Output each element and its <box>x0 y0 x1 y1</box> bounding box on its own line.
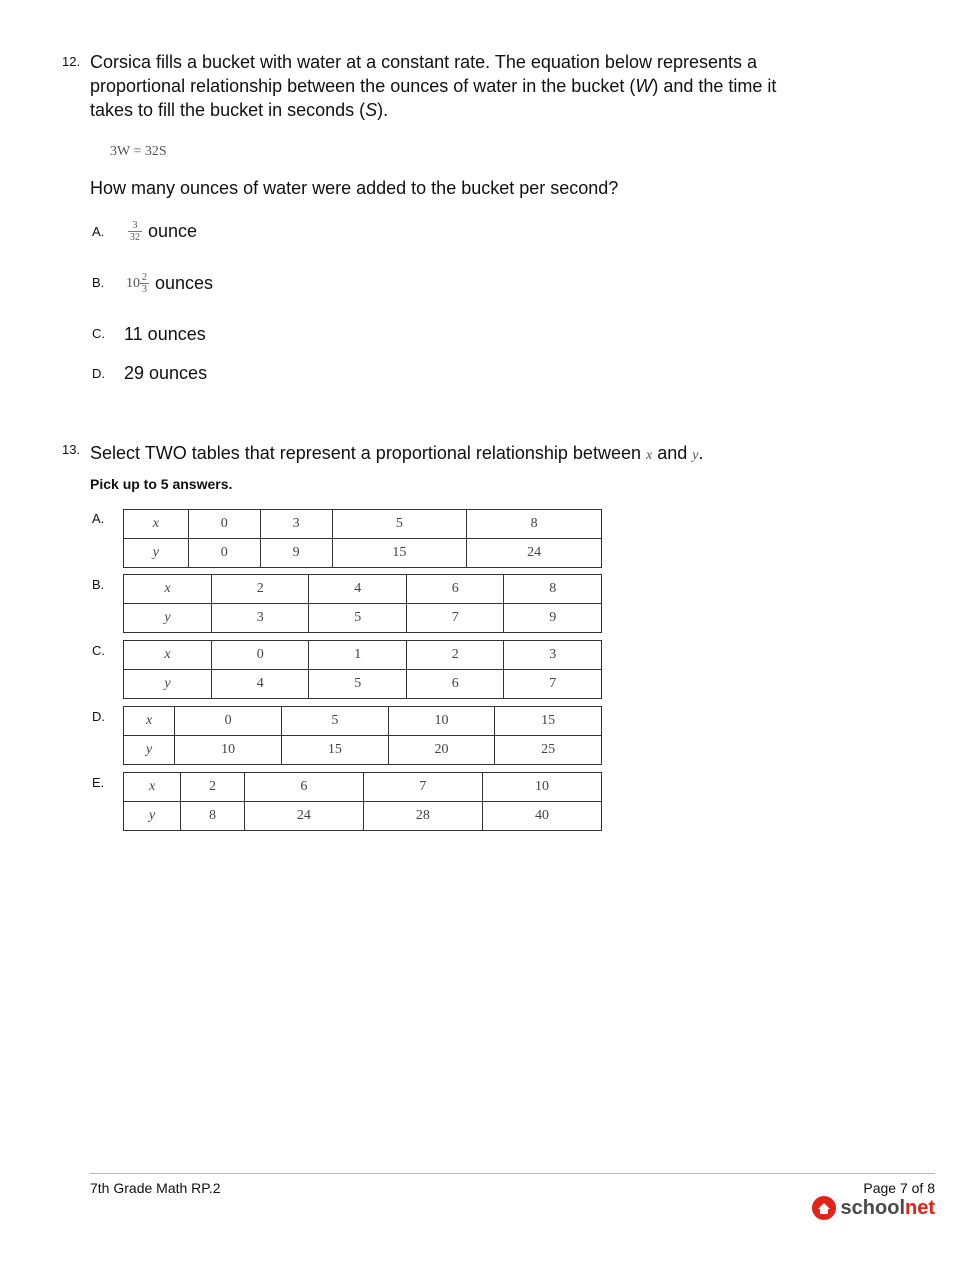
table-c-letter: C. <box>92 643 105 658</box>
var-s: S <box>365 100 378 120</box>
y-label: y <box>124 670 212 699</box>
cell: 3 <box>211 604 309 633</box>
cell: 4 <box>211 670 309 699</box>
cell: 5 <box>309 604 407 633</box>
cell: 8 <box>504 575 602 604</box>
cell: 8 <box>467 510 602 539</box>
option-d[interactable]: 29 ounces <box>124 363 208 383</box>
table-e[interactable] <box>123 772 602 831</box>
table-c[interactable] <box>123 640 602 699</box>
cell: 15 <box>332 539 467 568</box>
cell: 9 <box>504 604 602 633</box>
table-a-letter: A. <box>92 511 105 526</box>
cell: 6 <box>406 575 504 604</box>
cell: 3 <box>504 641 602 670</box>
y-label: y <box>124 802 181 831</box>
cell: 6 <box>244 773 363 802</box>
cell: 25 <box>495 736 602 765</box>
cell: 40 <box>482 802 601 831</box>
cell: 7 <box>363 773 482 802</box>
cell: 1 <box>309 641 407 670</box>
cell: 2 <box>211 575 309 604</box>
option-b[interactable] <box>126 272 213 295</box>
and-text: and <box>657 443 688 463</box>
stem-line-3b: ). <box>377 100 389 120</box>
option-c[interactable]: 11 ounces <box>124 324 206 344</box>
var-w: W <box>635 76 653 96</box>
cell: 24 <box>244 802 363 831</box>
cell: 20 <box>388 736 495 765</box>
y-label: y <box>124 539 189 568</box>
cell: 15 <box>281 736 388 765</box>
table-a[interactable] <box>123 509 602 568</box>
cell: 15 <box>495 707 602 736</box>
table-b-letter: B. <box>92 577 105 592</box>
cell: 0 <box>211 641 309 670</box>
option-a-text: ounce <box>148 221 198 241</box>
equation: 3W = 32S <box>110 144 167 159</box>
stem-line-3a: takes to fill the bucket in seconds ( <box>90 100 366 120</box>
stem-line-2a: proportional relationship between the ounces of water in the bucket ( <box>90 76 636 96</box>
table-d-letter: D. <box>92 709 105 724</box>
cell: 5 <box>281 707 388 736</box>
question-12-number: 12. <box>62 54 81 69</box>
y-label: y <box>124 604 212 633</box>
option-d-letter: D. <box>92 366 105 381</box>
cell: 5 <box>332 510 467 539</box>
option-b-text: ounces <box>155 273 214 293</box>
option-a-letter: A. <box>92 224 105 239</box>
cell: 8 <box>181 802 245 831</box>
var-y: y <box>692 448 699 463</box>
cell: 0 <box>175 707 282 736</box>
stem-line-1: Corsica fills a bucket with water at a constant rate. The equation below represents a <box>90 52 758 72</box>
stem-text: Select TWO tables that represent a proportional relationship between <box>90 443 641 463</box>
x-label: x <box>124 510 189 539</box>
table-e-letter: E. <box>92 775 105 790</box>
question-12-prompt: How many ounces of water were added to the bucket per second? <box>90 178 619 198</box>
cell: 10 <box>388 707 495 736</box>
cell: 0 <box>188 539 260 568</box>
table-b[interactable] <box>123 574 602 633</box>
cell: 6 <box>406 670 504 699</box>
option-c-letter: C. <box>92 326 105 341</box>
footer-left: 7th Grade Math RP.2 <box>90 1180 221 1196</box>
cell: 2 <box>181 773 245 802</box>
footer-divider <box>90 1173 935 1174</box>
cell: 24 <box>467 539 602 568</box>
cell: 7 <box>504 670 602 699</box>
table-d[interactable] <box>123 706 602 765</box>
fraction-2-3: $\frac{2}{3}$ <box>142 272 147 295</box>
var-x: x <box>646 448 653 463</box>
fraction-3-32: $\frac{3}{32}$ <box>130 220 140 243</box>
x-label: x <box>124 575 212 604</box>
question-12-stem <box>90 50 870 122</box>
cell: 28 <box>363 802 482 831</box>
logo-net: net <box>905 1196 935 1219</box>
cell: 10 <box>175 736 282 765</box>
x-label: x <box>124 641 212 670</box>
option-a[interactable] <box>128 220 197 243</box>
y-label: y <box>124 736 175 765</box>
period: . <box>698 443 704 463</box>
footer-page: Page 7 of 8 <box>863 1180 935 1196</box>
cell: 9 <box>260 539 332 568</box>
option-b-letter: B. <box>92 275 105 290</box>
x-label: x <box>124 707 175 736</box>
cell: 10 <box>482 773 601 802</box>
stem-line-2b: ) and the time it <box>652 76 777 96</box>
cell: 2 <box>406 641 504 670</box>
mixed-whole: 10 <box>126 275 140 291</box>
cell: 5 <box>309 670 407 699</box>
x-label: x <box>124 773 181 802</box>
cell: 0 <box>188 510 260 539</box>
cell: 4 <box>309 575 407 604</box>
schoolnet-logo <box>811 1195 935 1221</box>
cell: 3 <box>260 510 332 539</box>
question-13-stem <box>90 441 704 468</box>
logo-school: school <box>840 1196 905 1219</box>
question-13-number: 13. <box>62 442 81 457</box>
cell: 7 <box>406 604 504 633</box>
instruction: Pick up to 5 answers. <box>90 476 233 492</box>
house-icon <box>811 1195 837 1221</box>
